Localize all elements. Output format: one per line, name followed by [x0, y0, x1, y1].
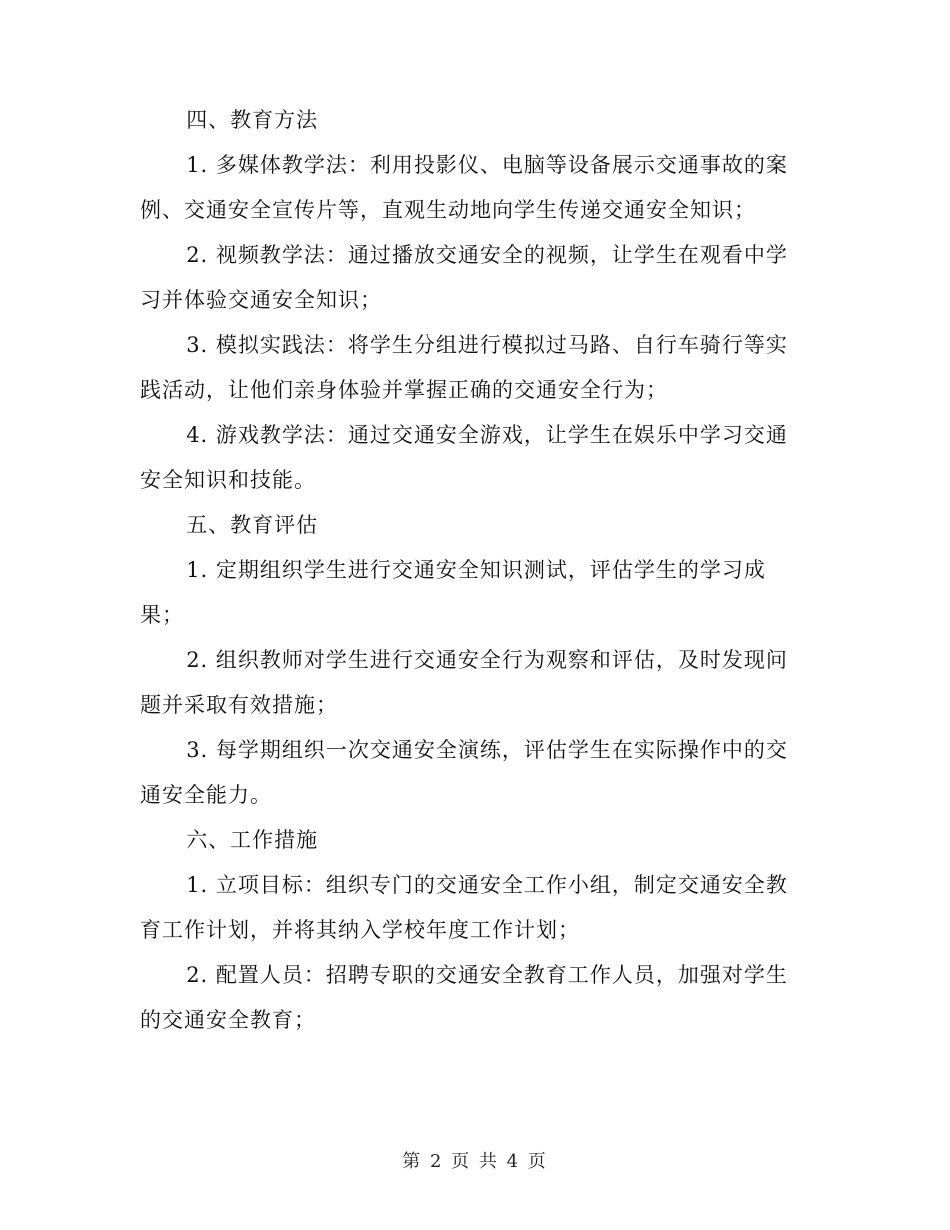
paragraph-safety-drill: 3. 每学期组织一次交通安全演练，评估学生在实际操作中的交通安全能力。	[140, 738, 788, 807]
page-number-footer: 第 2 页 共 4 页	[402, 1151, 548, 1172]
paragraph-knowledge-test: 1. 定期组织学生进行交通安全知识测试，评估学生的学习成果；	[140, 558, 766, 627]
paragraph-project-goals: 1. 立项目标：组织专门的交通安全工作小组，制定交通安全教育工作计划，并将其纳入学校年度工作计划；	[140, 873, 788, 942]
section-heading-evaluation: 五、教育评估	[186, 513, 319, 537]
section-heading-measures: 六、工作措施	[186, 828, 319, 852]
paragraph-multimedia-method: 1. 多媒体教学法：利用投影仪、电脑等设备展示交通事故的案例、交通安全宣传片等，直观生动地向学生传递交通安全知识；	[140, 153, 788, 222]
document-body	[140, 98, 808, 1043]
paragraph-video-method: 2. 视频教学法：通过播放交通安全的视频，让学生在观看中学习并体验交通安全知识；	[140, 243, 788, 312]
section-heading-methods: 四、教育方法	[186, 108, 319, 132]
paragraph-staffing: 2. 配置人员：招聘专职的交通安全教育工作人员，加强对学生的交通安全教育；	[140, 963, 788, 1032]
paragraph-behavior-observation: 2. 组织教师对学生进行交通安全行为观察和评估，及时发现问题并采取有效措施；	[140, 648, 788, 717]
paragraph-simulation-method: 3. 模拟实践法：将学生分组进行模拟过马路、自行车骑行等实践活动，让他们亲身体验并掌握正确的交通安全行为；	[140, 333, 788, 402]
paragraph-game-method: 4. 游戏教学法：通过交通安全游戏，让学生在娱乐中学习交通安全知识和技能。	[140, 423, 788, 492]
